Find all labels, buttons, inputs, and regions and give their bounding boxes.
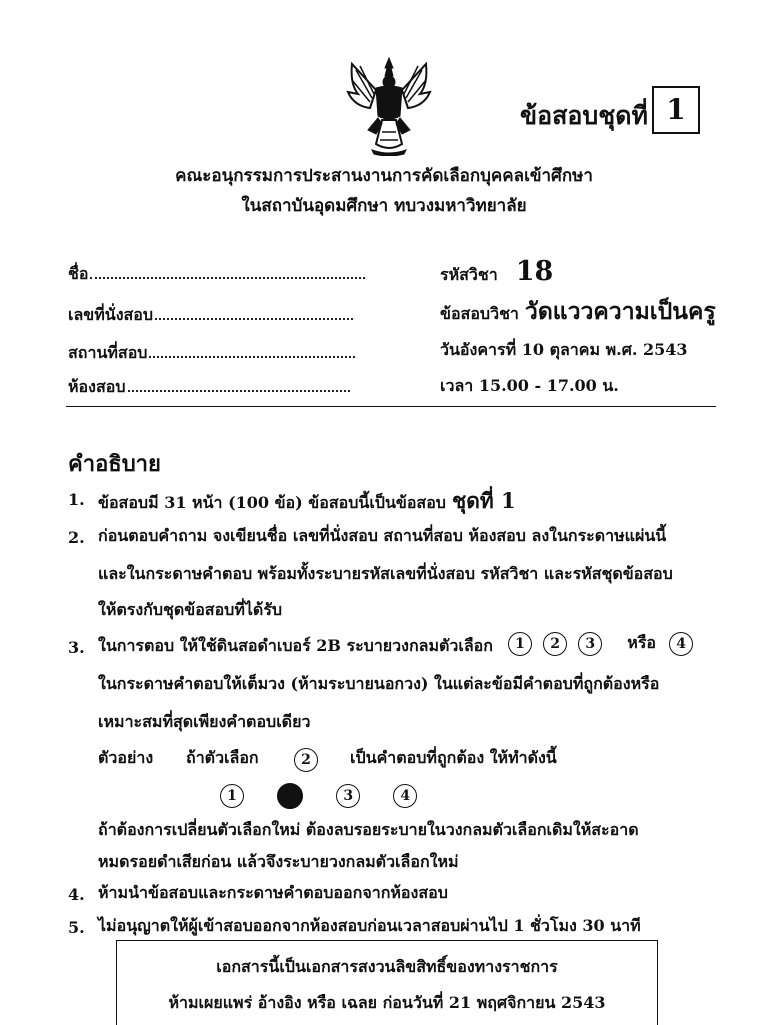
subject-code-value: 18 (515, 256, 554, 287)
garuda-emblem-icon (346, 54, 432, 156)
copyright-notice-box (116, 940, 658, 1025)
exam-set-label: ข้อสอบชุดที่ (520, 101, 648, 130)
name-field[interactable] (68, 262, 365, 287)
item-1-number: 1. (68, 490, 85, 509)
subject-label: ข้อสอบวิชา (440, 304, 519, 323)
item-2-line-3: ให้ตรงกับชุดข้อสอบที่ได้รับ (98, 600, 283, 619)
exam-date: วันอังคารที่ 10 ตุลาคม พ.ศ. 2543 (440, 340, 688, 359)
item-1-text: ข้อสอบมี 31 หน้า (100 ข้อ) ข้อสอบนี้เป็นข้อสอบ (98, 493, 446, 512)
notice-line-2: ห้ามเผยแพร่ อ้างอิง หรือ เฉลย ก่อนวันที่ 21 พฤศจิกายน 2543 (168, 993, 606, 1012)
item-3-line-1: ในการตอบ ให้ใช้ดินสอดำเบอร์ 2B ระบายวงกลมตัวเลือก (98, 636, 493, 655)
name-label: ชื่อ (68, 264, 89, 283)
example-choice-circle (294, 748, 318, 772)
name-blank[interactable] (90, 265, 365, 279)
filled-answer-mark (277, 783, 303, 809)
example-answer-row (220, 783, 417, 809)
seat-blank[interactable] (155, 306, 353, 320)
choice-circle-4: 4 (669, 632, 693, 656)
choice-circle-3: 3 (578, 632, 602, 656)
item-3-line-3: เหมาะสมที่สุดเพียงคำตอบเดียว (98, 712, 311, 731)
example-mark-3: 3 (336, 784, 360, 808)
item-3-number: 3. (68, 638, 85, 657)
venue-field[interactable] (68, 341, 355, 366)
choice-circle-2: 2 (543, 632, 567, 656)
example-rest: เป็นคำตอบที่ถูกต้อง ให้ทำดังนี้ (350, 748, 557, 767)
instructions-heading: คำอธิบาย (68, 451, 161, 477)
subject-code-row (440, 256, 553, 288)
item-1-set: ชุดที่ 1 (451, 488, 516, 513)
room-blank[interactable] (128, 378, 350, 392)
choice-circles (508, 631, 693, 656)
item-2-line-1: ก่อนตอบคำถาม จงเขียนชื่อ เลขที่นั่งสอบ สถานที่สอบ ห้องสอบ ลงในกระดาษแผ่นนี้ (98, 526, 667, 545)
or-word: หรือ (627, 633, 657, 652)
venue-blank[interactable] (149, 344, 355, 358)
seat-field[interactable] (68, 303, 353, 328)
example-mark-1: 1 (220, 784, 244, 808)
item-5-number: 5. (68, 918, 85, 937)
venue-label: สถานที่สอบ (68, 343, 148, 362)
header-divider (66, 406, 716, 407)
agency-line-1: คณะอนุกรรมการประสานงานการคัดเลือกบุคคลเข้าศึกษา (175, 166, 593, 186)
example-label: ตัวอย่าง (98, 748, 154, 767)
choice-circle-1: 1 (508, 632, 532, 656)
change-line-1: ถ้าต้องการเปลี่ยนตัวเลือกใหม่ ต้องลบรอยระบายในวงกลมตัวเลือกเดิมให้สะอาด (98, 820, 639, 839)
subject-value: วัดแววความเป็นครู (524, 298, 716, 325)
item-3-line-2: ในกระดาษคำตอบให้เต็มวง (ห้ามระบายนอกวง) ในแต่ละข้อมีคำตอบที่ถูกต้องหรือ (98, 674, 660, 693)
example-choice-2: 2 (294, 748, 318, 772)
item-2-number: 2. (68, 528, 85, 547)
exam-set-number-box: 1 (652, 86, 700, 134)
subject-row (440, 294, 716, 330)
item-4-number: 4. (68, 885, 85, 904)
room-label: ห้องสอบ (68, 377, 126, 396)
change-line-2: หมดรอยดำเสียก่อน แล้วจึงระบายวงกลมตัวเลือกใหม่ (98, 852, 459, 871)
subject-code-label: รหัสวิชา (440, 265, 498, 284)
room-field[interactable] (68, 375, 350, 400)
item-4-text: ห้ามนำข้อสอบและกระดาษคำตอบออกจากห้องสอบ (98, 883, 448, 902)
seat-label: เลขที่นั่งสอบ (68, 305, 154, 324)
item-1 (98, 485, 516, 518)
exam-time: เวลา 15.00 - 17.00 น. (440, 376, 619, 395)
notice-line-1: เอกสารนี้เป็นเอกสารสงวนลิขสิทธิ์ของทางราชการ (216, 957, 558, 976)
item-5-text: ไม่อนุญาตให้ผู้เข้าสอบออกจากห้องสอบก่อนเวลาสอบผ่านไป 1 ชั่วโมง 30 นาที (98, 916, 641, 935)
example-if: ถ้าตัวเลือก (186, 748, 259, 767)
example-mark-4: 4 (393, 784, 417, 808)
item-2-line-2: และในกระดาษคำตอบ พร้อมทั้งระบายรหัสเลขที่นั่งสอบ รหัสวิชา และรหัสชุดข้อสอบ (98, 564, 673, 583)
agency-line-2: ในสถาบันอุดมศึกษา ทบวงมหาวิทยาลัย (241, 196, 527, 216)
